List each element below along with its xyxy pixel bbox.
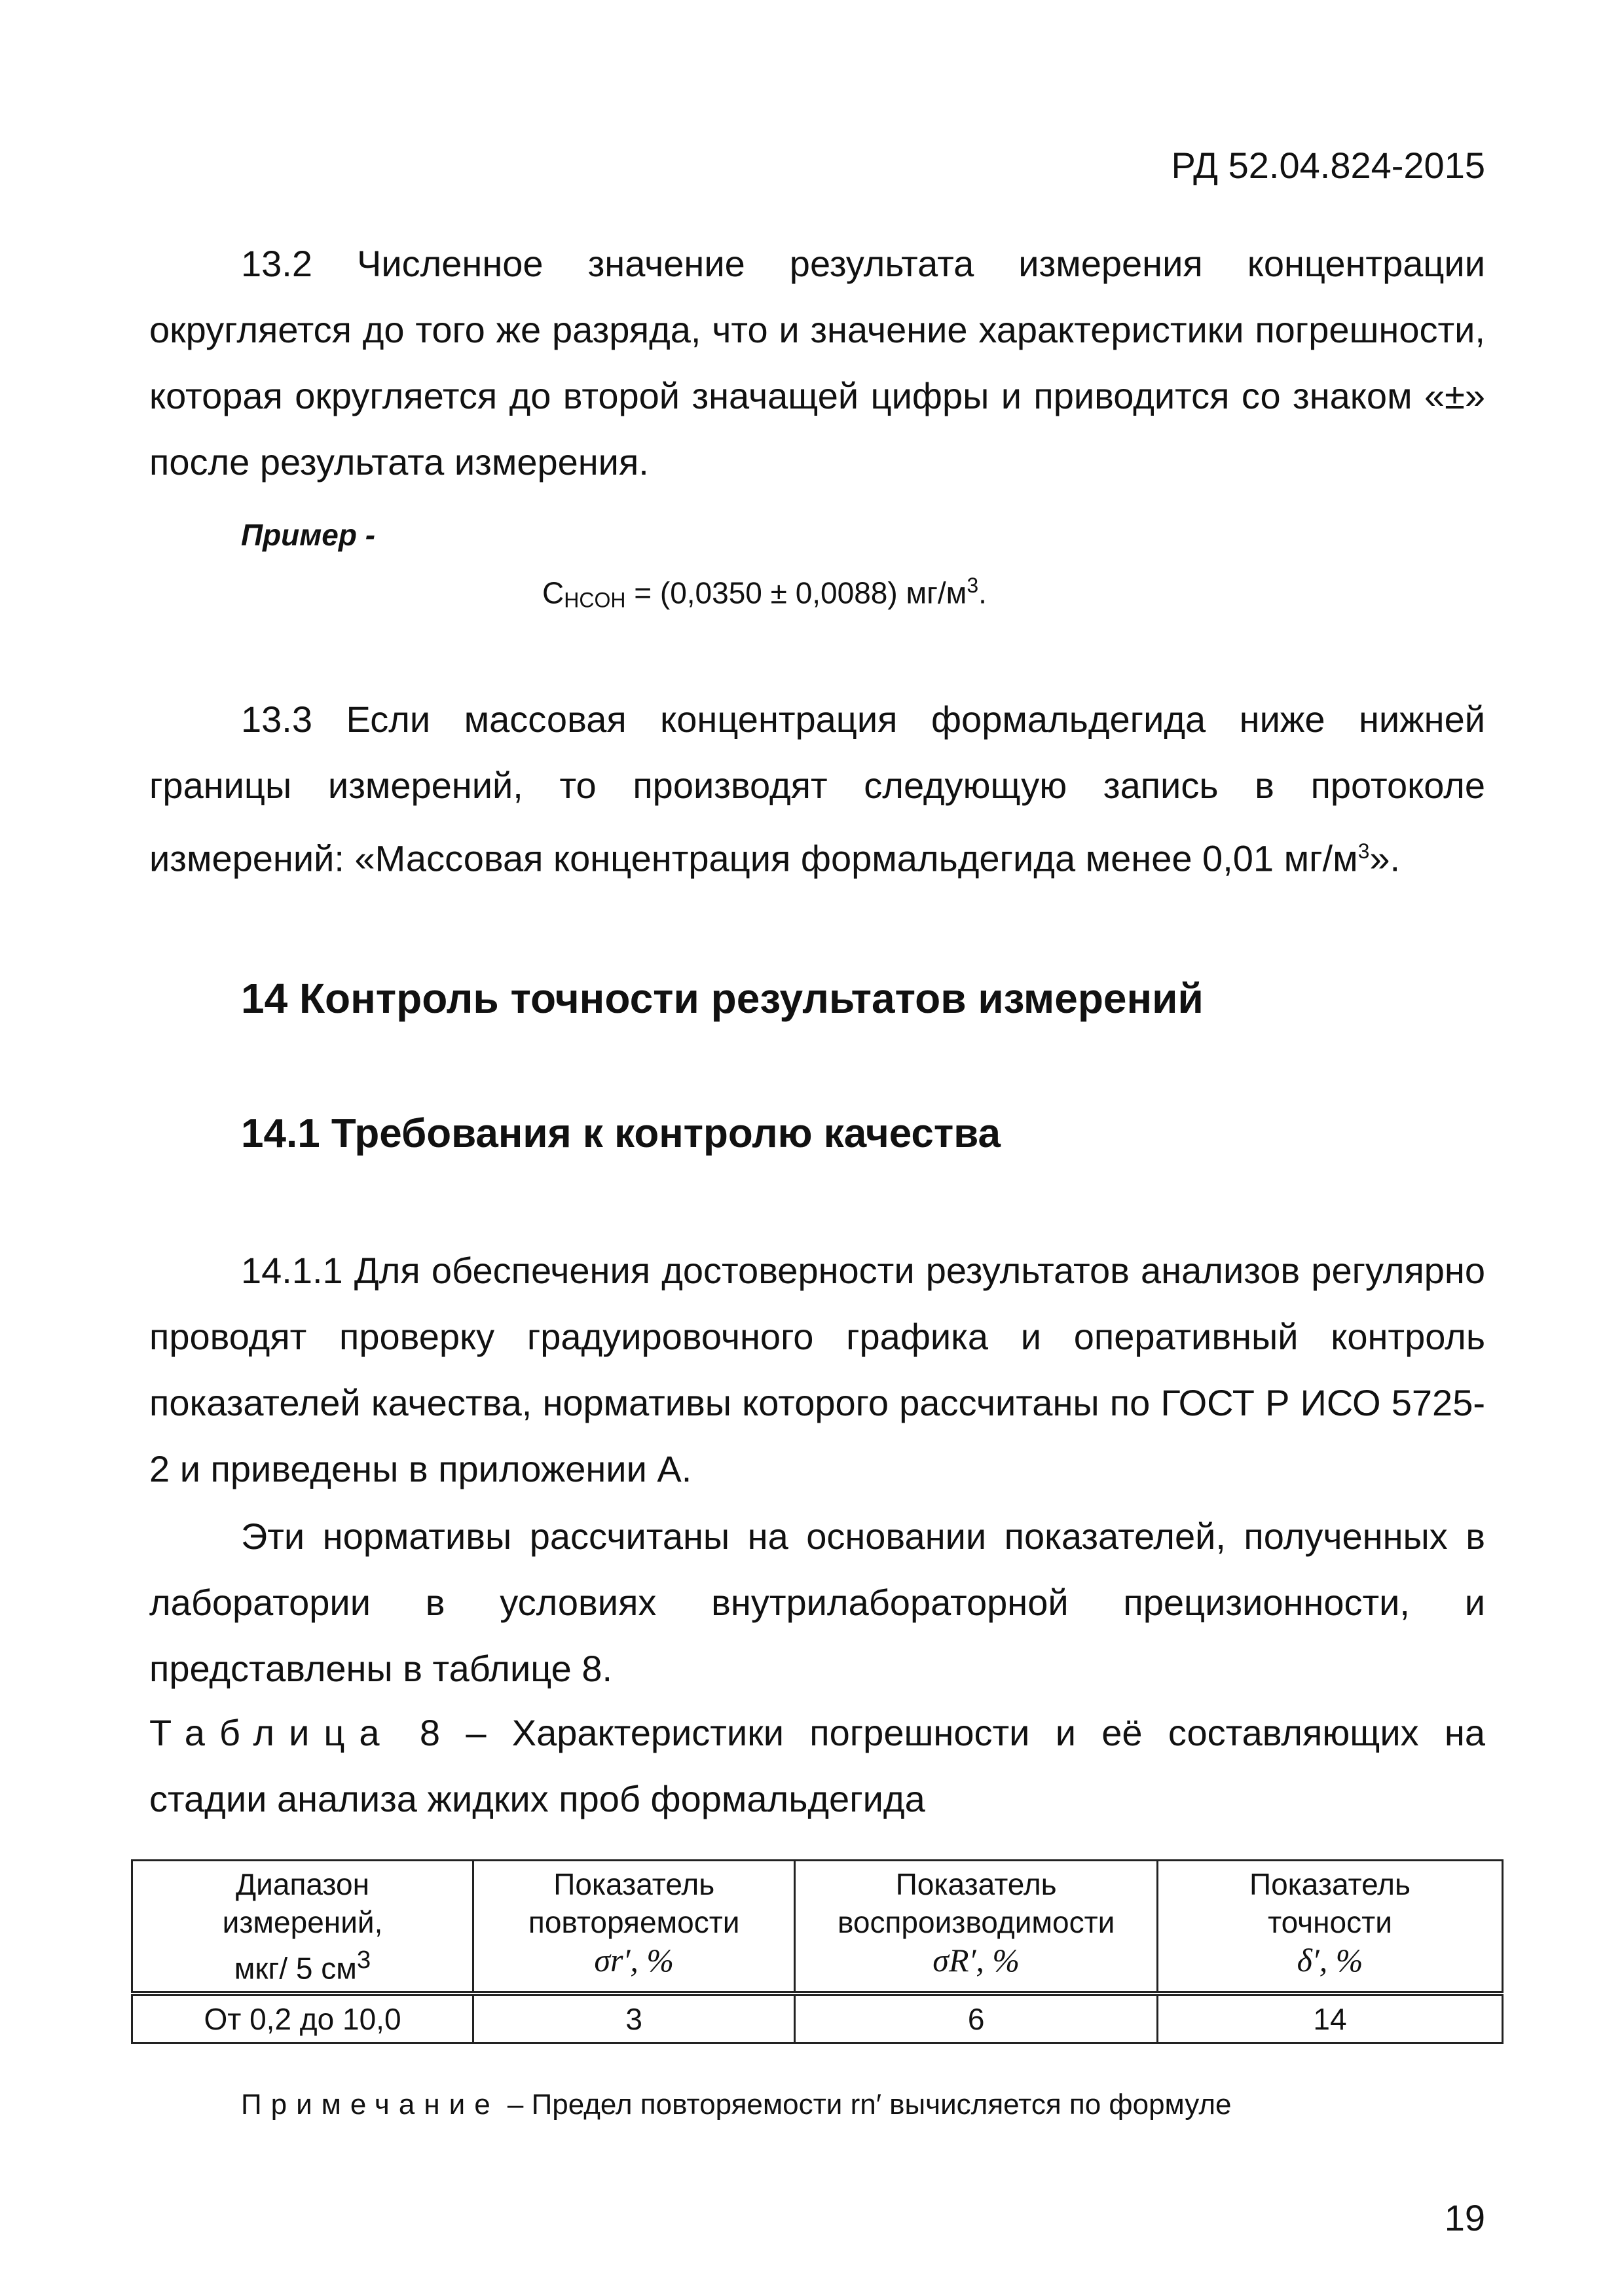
paragraph-13-3 xyxy=(149,686,1485,892)
formula-end: . xyxy=(978,575,987,610)
header-range: Диапазон измерений, мкг/ 5 $см^3$ xyxy=(132,1861,473,1994)
header-repeatability: Показатель повторяемости σr′, % xyxy=(473,1861,795,1994)
paragraph-13-3-text: 13.3 Если массовая концентрация формальдегида ниже нижней границы измерений, то производят следующую запись в протоколе измерений: «Массовая концентрация формальдегида менее 0,01 мг/м xyxy=(149,699,1485,879)
section-14-heading: 14 Контроль точности результатов измерений xyxy=(241,975,1204,1022)
note-text: – Предел повторяемости rn′ вычисляется по формуле xyxy=(499,2088,1232,2121)
table-caption-label: Таблица xyxy=(149,1712,394,1753)
cell-reproducibility: 6 xyxy=(795,1994,1158,2043)
header-reproducibility: Показатель воспроизводимости σR′, % xyxy=(795,1861,1158,1994)
example-label: Пример - xyxy=(241,518,376,552)
table-header-row xyxy=(132,1861,1503,1994)
table-8 xyxy=(131,1859,1504,2044)
cell-repeatability: 3 xyxy=(473,1994,795,2043)
cell-accuracy: 14 xyxy=(1157,1994,1502,2043)
document-code: РД 52.04.824-2015 xyxy=(1171,145,1485,186)
formula-expression: = (0,0350 ± 0,0088) мг/м xyxy=(625,575,967,610)
example-formula xyxy=(542,574,987,612)
paragraph-13-3-tail: ». xyxy=(1369,837,1401,879)
paragraph-13-3-exponent: 3 xyxy=(1357,839,1370,863)
table-8-caption xyxy=(149,1700,1485,1832)
header-accuracy: Показатель точности δ′, % xyxy=(1157,1861,1502,1994)
table-caption-text: 8 – Характеристики погрешности и её составляющих на стадии анализа жидких проб формальдегида xyxy=(149,1712,1485,1819)
page-number: 19 xyxy=(1444,2197,1485,2238)
table-row xyxy=(132,1994,1503,2043)
formula-symbol: C xyxy=(542,575,564,610)
section-14-1-heading: 14.1 Требования к контролю качества xyxy=(241,1111,1001,1156)
cell-range: От 0,2 до 10,0 xyxy=(132,1994,473,2043)
paragraph-14-1-1: 14.1.1 Для обеспечения достоверности результатов анализов регулярно проводят проверку градуировочного графика и оперативный контроль показателей качества, нормативы которого рассчитаны по ГОСТ Р ИСО 5725-2 и приведены в приложении А. xyxy=(149,1250,1485,1489)
formula-exponent: 3 xyxy=(967,574,979,597)
note-label: Примечание xyxy=(241,2088,500,2121)
paragraph-13-2: 13.2 Численное значение результата измерения концентрации округляется до того же разряда, что и значение характеристики погрешности, которая округляется до второй значащей цифры и приводится со знаком «±» после результата измерения. xyxy=(149,243,1485,483)
paragraph-norms: Эти нормативы рассчитаны на основании показателей, полученных в лаборатории в условиях внутрилабораторной прецизионности, и представлены в таблице 8. xyxy=(149,1516,1485,1689)
formula-subscript: HCOH xyxy=(564,588,626,612)
table-note xyxy=(241,2088,1231,2121)
